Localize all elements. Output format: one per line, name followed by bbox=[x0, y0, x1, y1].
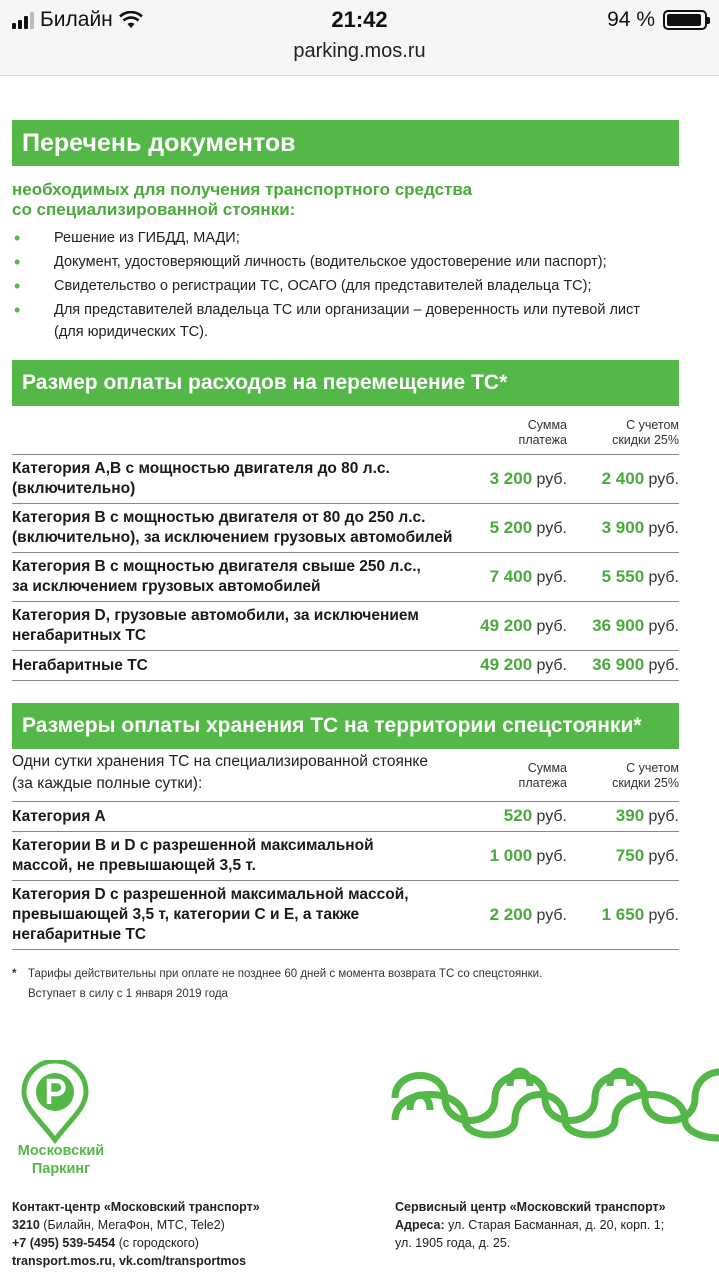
payment-amount-cell: 2 200 руб. bbox=[457, 881, 567, 950]
category-cell: Категория В с мощностью двигателя свыше 250 л.с., за исключением грузовых автомобилей bbox=[12, 553, 457, 602]
category-cell: Категория А,В с мощностью двигателя до 80 л.с. (включительно) bbox=[12, 455, 457, 504]
storage-intro: Одни сутки хранения ТС на специализированной стоянке (за каждые полные сутки): bbox=[12, 749, 457, 802]
storage-title: Размеры оплаты хранения ТС на территории спецстоянки* bbox=[12, 703, 679, 749]
documents-subtitle: необходимых для получения транспортного средства со специализированной стоянки: bbox=[12, 180, 473, 219]
contact-center: Контакт-центр «Московский транспорт» 3210 (Билайн, МегаФон, МТС, Tele2) +7 (495) 539-5454 (с городского) transport.mos.ru, vk.com/transportmos bbox=[12, 1200, 260, 1268]
discount-amount-cell: 2 400 руб. bbox=[567, 455, 679, 504]
payment-amount-cell: 3 200 руб. bbox=[457, 455, 567, 504]
transport-ornament-icon bbox=[390, 1058, 719, 1148]
storage-table bbox=[12, 749, 679, 950]
discount-amount-cell: 36 900 руб. bbox=[567, 602, 679, 651]
battery-percent: 94 % bbox=[607, 8, 655, 31]
payment-amount-cell: 49 200 руб. bbox=[457, 651, 567, 681]
category-cell: Категория D, грузовые автомобили, за исключением негабаритных ТС bbox=[12, 602, 457, 651]
table-row bbox=[12, 881, 679, 950]
list-item: • Для представителей владельца ТС или организации – доверенность или путевой лист (для юридических ТС). bbox=[12, 298, 679, 342]
discount-amount-cell: 36 900 руб. bbox=[567, 651, 679, 681]
discount-amount-cell: 1 650 руб. bbox=[567, 881, 679, 950]
carrier-label: Билайн bbox=[40, 8, 113, 31]
payment-amount-cell: 520 руб. bbox=[457, 802, 567, 832]
col-sum-header: Сумма платежа bbox=[457, 406, 567, 455]
table-row bbox=[12, 832, 679, 881]
discount-amount-cell: 5 550 руб. bbox=[567, 553, 679, 602]
table-row bbox=[12, 455, 679, 504]
service-center: Сервисный центр «Московский транспорт» Адреса: ул. Старая Басманная, д. 20, корп. 1; ул. 1905 года, д. 25. bbox=[395, 1200, 666, 1250]
transfer-table bbox=[12, 406, 679, 681]
category-cell: Категория В с мощностью двигателя от 80 до 250 л.с. (включительно), за исключением грузовых автомобилей bbox=[12, 504, 457, 553]
document bbox=[12, 120, 679, 1004]
list-item: • Документ, удостоверяющий личность (водительское удостоверение или паспорт); bbox=[12, 250, 679, 274]
address-bar[interactable] bbox=[0, 36, 719, 76]
category-cell: Категории В и D с разрешенной максимальной массой, не превышающей 3,5 т. bbox=[12, 832, 457, 881]
table-row bbox=[12, 553, 679, 602]
battery-icon bbox=[663, 10, 707, 30]
url-text: parking.mos.ru bbox=[293, 40, 426, 62]
col-sum-header: Сумма платежа bbox=[457, 749, 567, 802]
discount-amount-cell: 390 руб. bbox=[567, 802, 679, 832]
list-item: • Свидетельство о регистрации ТС, ОСАГО (для представителей владельца ТС); bbox=[12, 274, 679, 298]
category-cell: Категория D с разрешенной максимальной массой, превышающей 3,5 т, категории С и Е, а также негабаритные ТС bbox=[12, 881, 457, 950]
category-cell: Негабаритные ТС bbox=[12, 651, 457, 681]
footnote: * Тарифы действительны при оплате не позднее 60 дней с момента возврата ТС со спецстоянки. Вступает в силу с 1 января 2019 года bbox=[12, 968, 543, 1000]
payment-amount-cell: 5 200 руб. bbox=[457, 504, 567, 553]
documents-list bbox=[12, 226, 679, 342]
parking-logo-icon bbox=[20, 1060, 90, 1144]
table-row bbox=[12, 802, 679, 832]
documents-title: Перечень документов bbox=[12, 120, 679, 166]
list-item: • Решение из ГИБДД, МАДИ; bbox=[12, 226, 679, 250]
col-discount-header: С учетом скидки 25% bbox=[567, 749, 679, 802]
col-discount-header: С учетом скидки 25% bbox=[567, 406, 679, 455]
parking-logo-text: Московский Паркинг bbox=[17, 1143, 105, 1177]
status-bar bbox=[0, 0, 719, 36]
clock: 21:42 bbox=[331, 7, 388, 32]
payment-amount-cell: 1 000 руб. bbox=[457, 832, 567, 881]
payment-amount-cell: 7 400 руб. bbox=[457, 553, 567, 602]
payment-amount-cell: 49 200 руб. bbox=[457, 602, 567, 651]
table-row bbox=[12, 504, 679, 553]
discount-amount-cell: 3 900 руб. bbox=[567, 504, 679, 553]
category-cell: Категория А bbox=[12, 802, 457, 832]
table-row bbox=[12, 602, 679, 651]
table-row bbox=[12, 651, 679, 681]
discount-amount-cell: 750 руб. bbox=[567, 832, 679, 881]
transfer-title: Размер оплаты расходов на перемещение ТС* bbox=[12, 360, 679, 406]
